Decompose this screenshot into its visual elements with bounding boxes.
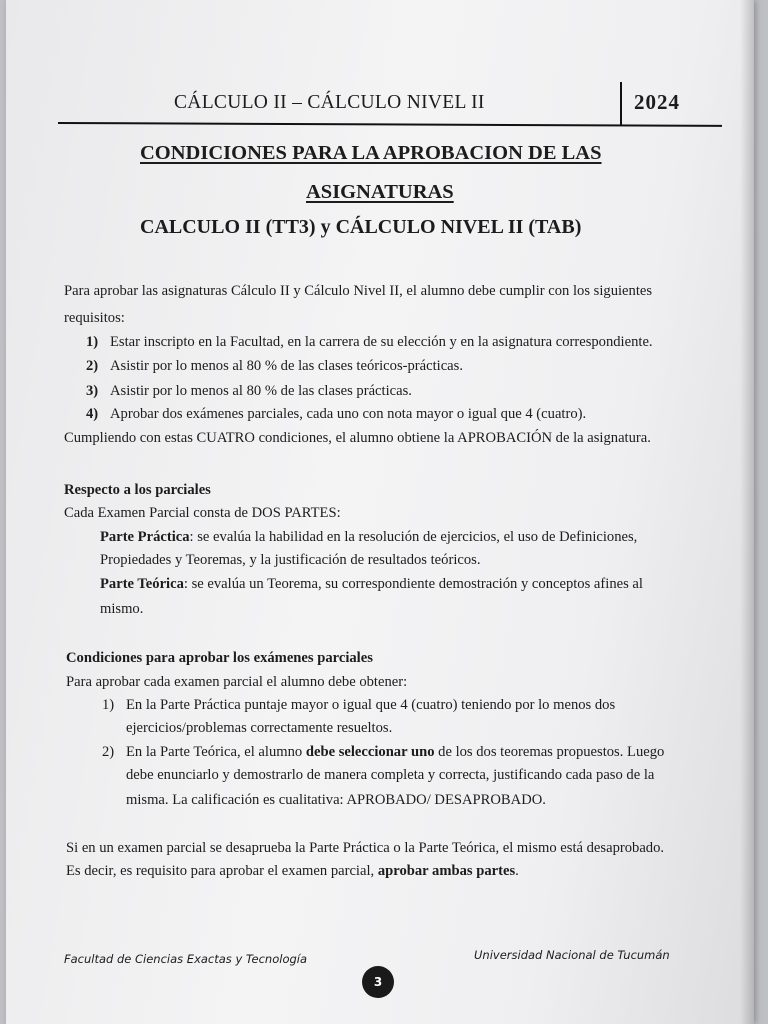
section-heading-condiciones: Condiciones para aprobar los exámenes parciales [66, 650, 373, 666]
condition-item-2-line1 [102, 744, 664, 761]
document-page [6, 0, 754, 1024]
requirement-number: 4) [86, 406, 99, 422]
requirement-item [86, 358, 463, 375]
condition-item-1-line2: ejercicios/problemas correctamente resueltos. [126, 720, 393, 736]
page-edge-shadow [740, 0, 754, 1024]
parte-teorica-desc: : se evalúa un Teorema, su correspondiente demostración y conceptos afines al [183, 576, 643, 592]
requirement-text: Estar inscripto en la Facultad, en la carrera de su elección y en la asignatura correspondiente. [110, 334, 653, 350]
requirement-item [86, 406, 586, 423]
parte-teorica-line2: mismo. [100, 601, 144, 617]
intro-line1: Para aprobar las asignaturas Cálculo II y Cálculo Nivel II, el alumno debe cumplir con los siguientes [64, 283, 653, 299]
closing-line1: Si en un examen parcial se desaprueba la Parte Práctica o la Parte Teórica, el mismo está desaprobado. [66, 840, 665, 856]
requirement-number: 2) [86, 358, 99, 374]
section-heading-parciales: Respecto a los parciales [64, 482, 211, 498]
closing-text: Es decir, es requisito para aprobar el examen parcial, [66, 863, 378, 879]
header-year: 2024 [634, 90, 680, 114]
requirement-item [86, 383, 412, 400]
condition-emphasis: debe seleccionar uno [305, 744, 435, 760]
condition-text: En la Parte Teórica, el alumno [126, 744, 306, 760]
condition-text: de los dos teoremas propuestos. Luego [434, 744, 665, 760]
requirement-number: 1) [86, 334, 99, 350]
closing-text: . [515, 863, 519, 879]
main-heading-line1: CONDICIONES PARA LA APROBACION DE LAS [140, 142, 602, 164]
subtitle: CALCULO II (TT3) y CÁLCULO NIVEL II (TAB) [140, 216, 582, 238]
closing-line2 [66, 863, 519, 880]
approval-statement: Cumpliendo con estas CUATRO condiciones, el alumno obtiene la APROBACIÓN de la asignatura. [64, 430, 651, 446]
footer-university: Universidad Nacional de Tucumán [474, 948, 670, 962]
requirement-number: 3) [86, 383, 99, 399]
requirement-item [86, 334, 653, 351]
requirement-text: Asistir por lo menos al 80 % de las clases teóricos-prácticas. [110, 358, 463, 374]
condition-item-1-line1 [102, 697, 615, 714]
parte-teorica-line1 [100, 576, 643, 593]
parte-teorica-label: Parte Teórica [100, 576, 184, 592]
parte-practica-line1 [100, 529, 637, 546]
page-number-badge: 3 [362, 966, 394, 998]
intro-line2: requisitos: [64, 310, 125, 326]
parte-practica-line2: Propiedades y Teoremas, y la justificación de resultados teóricos. [100, 552, 481, 568]
closing-emphasis: aprobar ambas partes [377, 863, 516, 879]
footer-faculty: Facultad de Ciencias Exactas y Tecnología [64, 952, 308, 966]
parciales-intro: Cada Examen Parcial consta de DOS PARTES: [64, 505, 341, 521]
header-rule [58, 122, 722, 127]
requirement-text: Asistir por lo menos al 80 % de las clases prácticas. [110, 383, 412, 399]
header-divider [620, 82, 622, 126]
requirement-text: Aprobar dos exámenes parciales, cada uno con nota mayor o igual que 4 (cuatro). [110, 406, 587, 422]
conditions-intro: Para aprobar cada examen parcial el alumno debe obtener: [66, 674, 408, 690]
main-heading-line2: ASIGNATURAS [306, 181, 454, 203]
condition-text: En la Parte Práctica puntaje mayor o igual que 4 (cuatro) teniendo por lo menos dos [126, 697, 616, 713]
parte-practica-desc: : se evalúa la habilidad en la resolución de ejercicios, el uso de Definiciones, [189, 529, 638, 545]
condition-number: 1) [102, 697, 115, 713]
condition-item-2-line2: debe enunciarlo y demostrarlo de manera completa y correcta, justificando cada paso de la [126, 767, 655, 783]
header-title: CÁLCULO II – CÁLCULO NIVEL II [174, 92, 485, 113]
parte-practica-label: Parte Práctica [100, 529, 190, 545]
condition-number: 2) [102, 744, 115, 760]
condition-item-2-line3: misma. La calificación es cualitativa: APROBADO/ DESAPROBADO. [126, 792, 546, 808]
